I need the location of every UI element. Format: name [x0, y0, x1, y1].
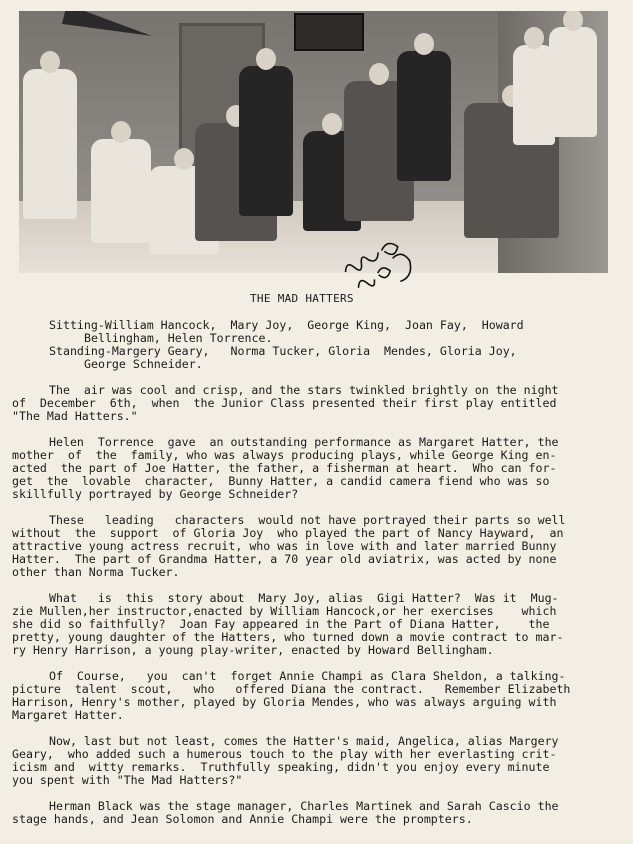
paragraph-line: stage hands, and Jean Solomon and Annie Champi were the prompters.	[12, 812, 473, 826]
paragraph-line: skillfully portrayed by George Schneider?	[12, 487, 299, 501]
paragraph-line: Helen Torrence gave an outstanding performance as Margaret Hatter, the	[49, 435, 559, 449]
cast-photo	[19, 11, 608, 273]
paragraph-line: attractive young actress recruit, who was in love with and later married Bunny	[12, 539, 557, 553]
paragraph-line: What is this story about Mary Joy, alias Gigi Hatter? Was it Mug-	[49, 591, 559, 605]
paragraph-line: icism and witty remarks. Truthfully speaking, didn't you enjoy every minute	[12, 760, 550, 774]
paragraph-line: pretty, young daughter of the Hatters, who turned down a movie contract to mar-	[12, 630, 564, 644]
standing-person	[239, 66, 293, 216]
wall-sign-frame	[294, 13, 364, 51]
paragraph-line: of December 6th, when the Junior Class presented their first play entitled	[12, 396, 557, 410]
paragraph-line: Herman Black was the stage manager, Charles Martinek and Sarah Cascio the	[49, 799, 559, 813]
article-title: THE MAD HATTERS	[250, 292, 354, 305]
paragraph-line: Hatter. The part of Grandma Hatter, a 70 year old aviatrix, was acted by none	[12, 552, 557, 566]
paragraph-line: Geary, who added such a humerous touch to the play with her everlasting crit-	[12, 747, 557, 761]
caption-standing-cont: George Schneider.	[84, 357, 203, 371]
paragraph-line: Of Course, you can't forget Annie Champi as Clara Sheldon, a talking-	[49, 669, 566, 683]
paragraph-line: Margaret Hatter.	[12, 708, 124, 722]
paragraph-line: other than Norma Tucker.	[12, 565, 180, 579]
caption-standing: Standing-Margery Geary, Norma Tucker, Gloria Mendes, Gloria Joy,	[49, 344, 517, 358]
caption-sitting: Sitting-William Hancock, Mary Joy, George King, Joan Fay, Howard	[49, 318, 524, 332]
standing-person	[397, 51, 451, 181]
paragraph-line: mother of the family, who was always producing plays, while George King en-	[12, 448, 557, 462]
paragraph-line: get the lovable character, Bunny Hatter, a candid camera fiend who was so	[12, 474, 550, 488]
paragraph-line: you spent with "The Mad Hatters?"	[12, 773, 243, 787]
paragraph-line: "The Mad Hatters."	[12, 409, 138, 423]
paragraph-line: she did so faithfully? Joan Fay appeared in the Part of Diana Hatter, the	[12, 617, 550, 631]
standing-person	[23, 69, 77, 219]
caption-sitting-cont: Bellingham, Helen Torrence.	[84, 331, 273, 345]
paragraph-line: The air was cool and crisp, and the stars twinkled brightly on the night	[49, 383, 559, 397]
paragraph-line: picture talent scout, who offered Diana the contract. Remember Elizabeth	[12, 682, 571, 696]
paragraph-line: Harrison, Henry's mother, played by Gloria Mendes, who was always arguing with	[12, 695, 557, 709]
paragraph-line: acted the part of Joe Hatter, the father, a fisherman at heart. Who can for-	[12, 461, 557, 475]
paragraph-line: These leading characters would not have portrayed their parts so well	[49, 513, 566, 527]
paragraph-line: Now, last but not least, comes the Hatter's maid, Angelica, alias Margery	[49, 734, 559, 748]
paragraph-line: without the support of Gloria Joy who played the part of Nancy Hayward, an	[12, 526, 564, 540]
sitting-person	[91, 139, 151, 243]
paragraph-line: zie Mullen,her instructor,enacted by William Hancock,or her exercises which	[12, 604, 557, 618]
standing-person	[549, 27, 597, 137]
paragraph-line: ry Henry Harrison, a young play-writer, enacted by Howard Bellingham.	[12, 643, 494, 657]
